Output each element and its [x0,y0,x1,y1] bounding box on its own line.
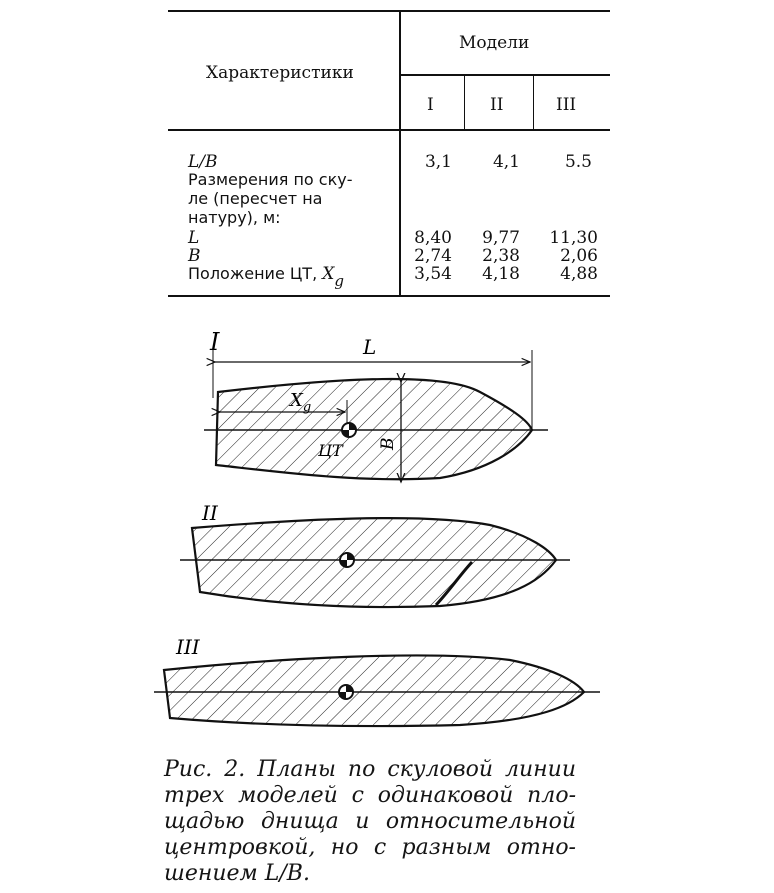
cell-l-1: 8,40 [414,228,452,248]
hull-plan-2 [180,518,570,607]
row-label-dimensions-line-3: натуру), м: [188,208,281,227]
header-characteristics: Характеристики [206,63,354,83]
figure-caption [164,757,576,887]
hull-2-label: II [202,501,218,525]
hull-3-label: III [176,635,200,659]
hull-1-cg-marker [342,423,356,437]
hull-1-label: I [210,328,220,356]
table-column-divider [399,10,401,297]
hull-2-cg-marker [340,553,354,567]
cell-l-2: 9,77 [482,228,520,248]
row-label-cg-position [188,264,344,291]
row-label-l-over-b: L/B [188,152,218,172]
header-model-1: I [427,95,434,115]
hull-3-cg-marker [339,685,353,699]
caption-line-5: шением L/B. [164,861,310,886]
hull-3-outline [164,655,584,726]
caption-line-4: центровкой, но с разным отно- [164,835,576,860]
hull-1-length-label: L [363,335,377,359]
hull-1-xg-symbol: X [290,390,303,411]
row-label-dimensions-line-2: ле (пересчет на [188,189,323,208]
header-model-2: II [490,95,504,115]
cell-cg-1: 3,54 [414,264,452,284]
hull-1-outline [216,379,532,479]
xg-subscript: g [334,272,344,291]
hull-plans-svg [140,320,610,740]
model-col-divider-2 [533,75,534,130]
hull-plan-1 [204,350,548,482]
row-label-dimensions-line-1: Размерения по ску- [188,170,353,189]
hull-plan-3 [154,655,600,726]
cell-lb-3: 5.5 [564,152,592,172]
caption-line-1: Рис. 2. Планы по скуловой линии [164,757,576,782]
models-subheader-rule [399,74,610,76]
characteristics-table [168,10,610,298]
header-models: Модели [459,33,530,53]
cell-b-3: 2,06 [560,246,598,266]
cell-b-1: 2,74 [414,246,452,266]
cell-l-3: 11,30 [549,228,598,248]
table-header-bottom-rule [168,129,610,131]
xg-symbol: X [322,264,335,284]
table-bottom-rule [168,295,610,297]
table-top-rule [168,10,610,12]
model-col-divider-1 [464,75,465,130]
hull-1-beam-label: B [378,437,398,450]
hull-1-cg-label: ЦТ [318,441,343,460]
cell-b-2: 2,38 [482,246,520,266]
caption-line-2: трех моделей с одинаковой пло- [164,783,576,808]
hull-plans-figure [140,320,610,740]
header-model-3: III [556,95,577,115]
cell-cg-3: 4,88 [560,264,598,284]
hull-2-outline [192,518,556,607]
cell-lb-2: 4,1 [492,152,520,172]
cell-cg-2: 4,18 [482,264,520,284]
hull-1-xg-sub: g [302,400,312,415]
cg-position-text: Положение ЦТ, [188,264,323,283]
row-label-l: L [188,228,200,248]
row-label-b: B [188,246,201,266]
caption-line-3: щадью днища и относительной [164,809,576,834]
cell-lb-1: 3,1 [424,152,452,172]
